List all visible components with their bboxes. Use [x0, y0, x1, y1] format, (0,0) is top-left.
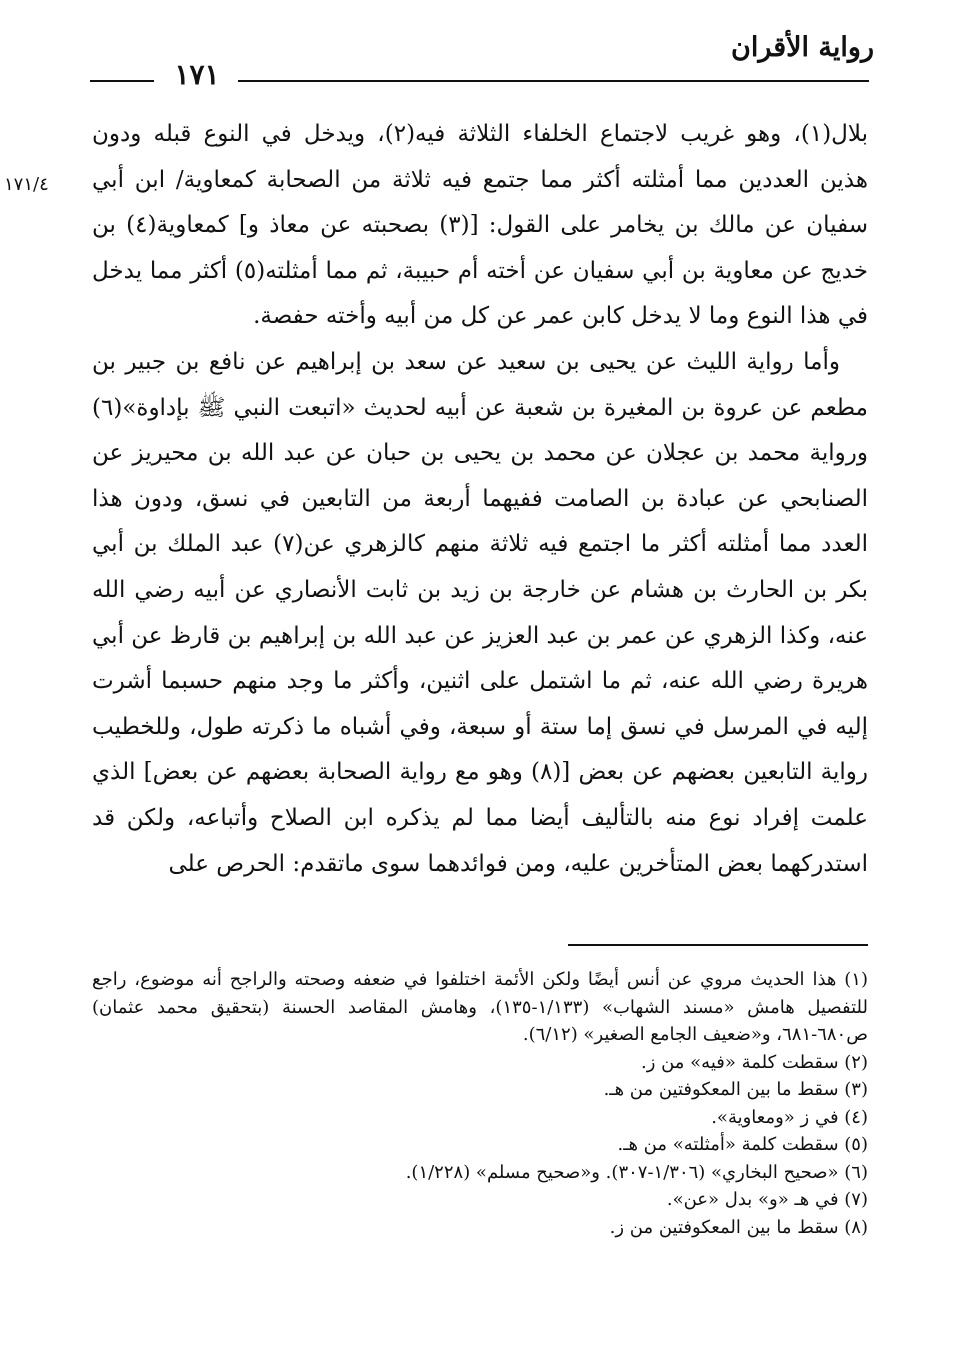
main-text: [92, 112, 868, 887]
footnote-7: (٧) في هـ «و» بدل «عن».: [666, 1189, 868, 1210]
footnote-1: (١) هذا الحديث مروي عن أنس أيضًا ولكن الأئمة اختلفوا في ضعفه وصحته والراجح أنه موضوع، راجع للتفصيل هامش «مسند الشهاب» (١/١٣٣-١٣٥)، وهامش المقاصد الحسنة (بتحقيق محمد عثمان) ص٦٨٠-٦٨١، و«ضعيف الجامع الصغير» (٦/١٢).: [92, 969, 868, 1045]
footnote-4: (٤) في ز «ومعاوية».: [711, 1106, 868, 1128]
margin-reference-note: ١٧١/٤: [4, 174, 49, 195]
footnote-separator: [568, 944, 868, 946]
header-rule-left: [90, 80, 154, 82]
paragraph-1: بلال(١)، وهو غريب لاجتماع الخلفاء الثلاثة فيه(٢)، ويدخل في النوع قبله ودون هذين العددين مما أمثلته أكثر مما جتمع فيه ثلاثة من الصحابة كمعاوية/ ابن أبي سفيان عن مالك بن يخامر على القول: [(٣) بصحبته عن معاذ و] كمعاوية(٤) بن خديج عن معاوية بن أبي سفيان عن أخته أم حبيبة، ثم مما أمثلته(٥) أكثر مما يدخل في هذا النوع وما لا يدخل كابن عمر عن كل من أبيه وأخته حفصة.: [92, 121, 868, 330]
footnote-2: (٢) سقطت كلمة «فيه» من ز.: [640, 1051, 868, 1073]
footnote-8: (٨) سقط ما بين المعكوفتين من ز.: [609, 1216, 868, 1238]
page-number: ١٧١: [174, 58, 220, 91]
paragraph-2: وأما رواية الليث عن يحيى بن سعيد عن سعد بن إبراهيم عن نافع بن جبير بن مطعم عن عروة بن المغيرة بن شعبة عن أبيه لحديث «اتبعت النبي ﷺ بإداوة»(٦) ورواية محمد بن عجلان عن محمد بن يحيى بن حبان عن عبد الله بن محيريز عن الصنابحي عن عبادة بن الصامت ففيهما أربعة من التابعين في نسق، ودون هذا العدد مما أمثلته أكثر ما اجتمع فيه ثلاثة منهم كالزهري عن(٧) عبد الملك بن أبي بكر بن الحارث بن هشام عن خارجة بن زيد بن ثابت الأنصاري عن أبيه رضي الله عنه، وكذا الزهري عن عمر بن عبد العزيز عن عبد الله بن إبراهيم بن قارظ عن أبي هريرة رضي الله عنه، ثم ما اشتمل على اثنين، وأكثر ما وجد منهم حسبما أشرت إليه في المرسل في نسق إما ستة أو سبعة، وفي أشباه ما ذكرته طول، وللخطيب رواية التابعين بعضهم عن بعض [(٨) وهو مع رواية الصحابة بعضهم عن بعض] الذي علمت إفراد نوع منه بالتأليف أيضا مما لم يذكره ابن الصلاح وأتباعه، ولكن قد استدركهما بعض المتأخرين عليه، ومن فوائدهما سوى ماتقدم: الحرص على: [92, 348, 868, 877]
footnotes: [92, 966, 868, 1241]
footnote-6: (٦) «صحيح البخاري» (١/٣٠٦-٣٠٧). و«صحيح مسلم» (١/٢٢٨).: [405, 1161, 868, 1183]
running-header-title: رواية الأقران: [730, 32, 874, 63]
header-rule-right: [238, 80, 869, 82]
footnote-3: (٣) سقط ما بين المعكوفتين من هـ.: [603, 1079, 868, 1100]
footnote-5: (٥) سقطت كلمة «أمثلته» من هـ.: [617, 1134, 868, 1155]
